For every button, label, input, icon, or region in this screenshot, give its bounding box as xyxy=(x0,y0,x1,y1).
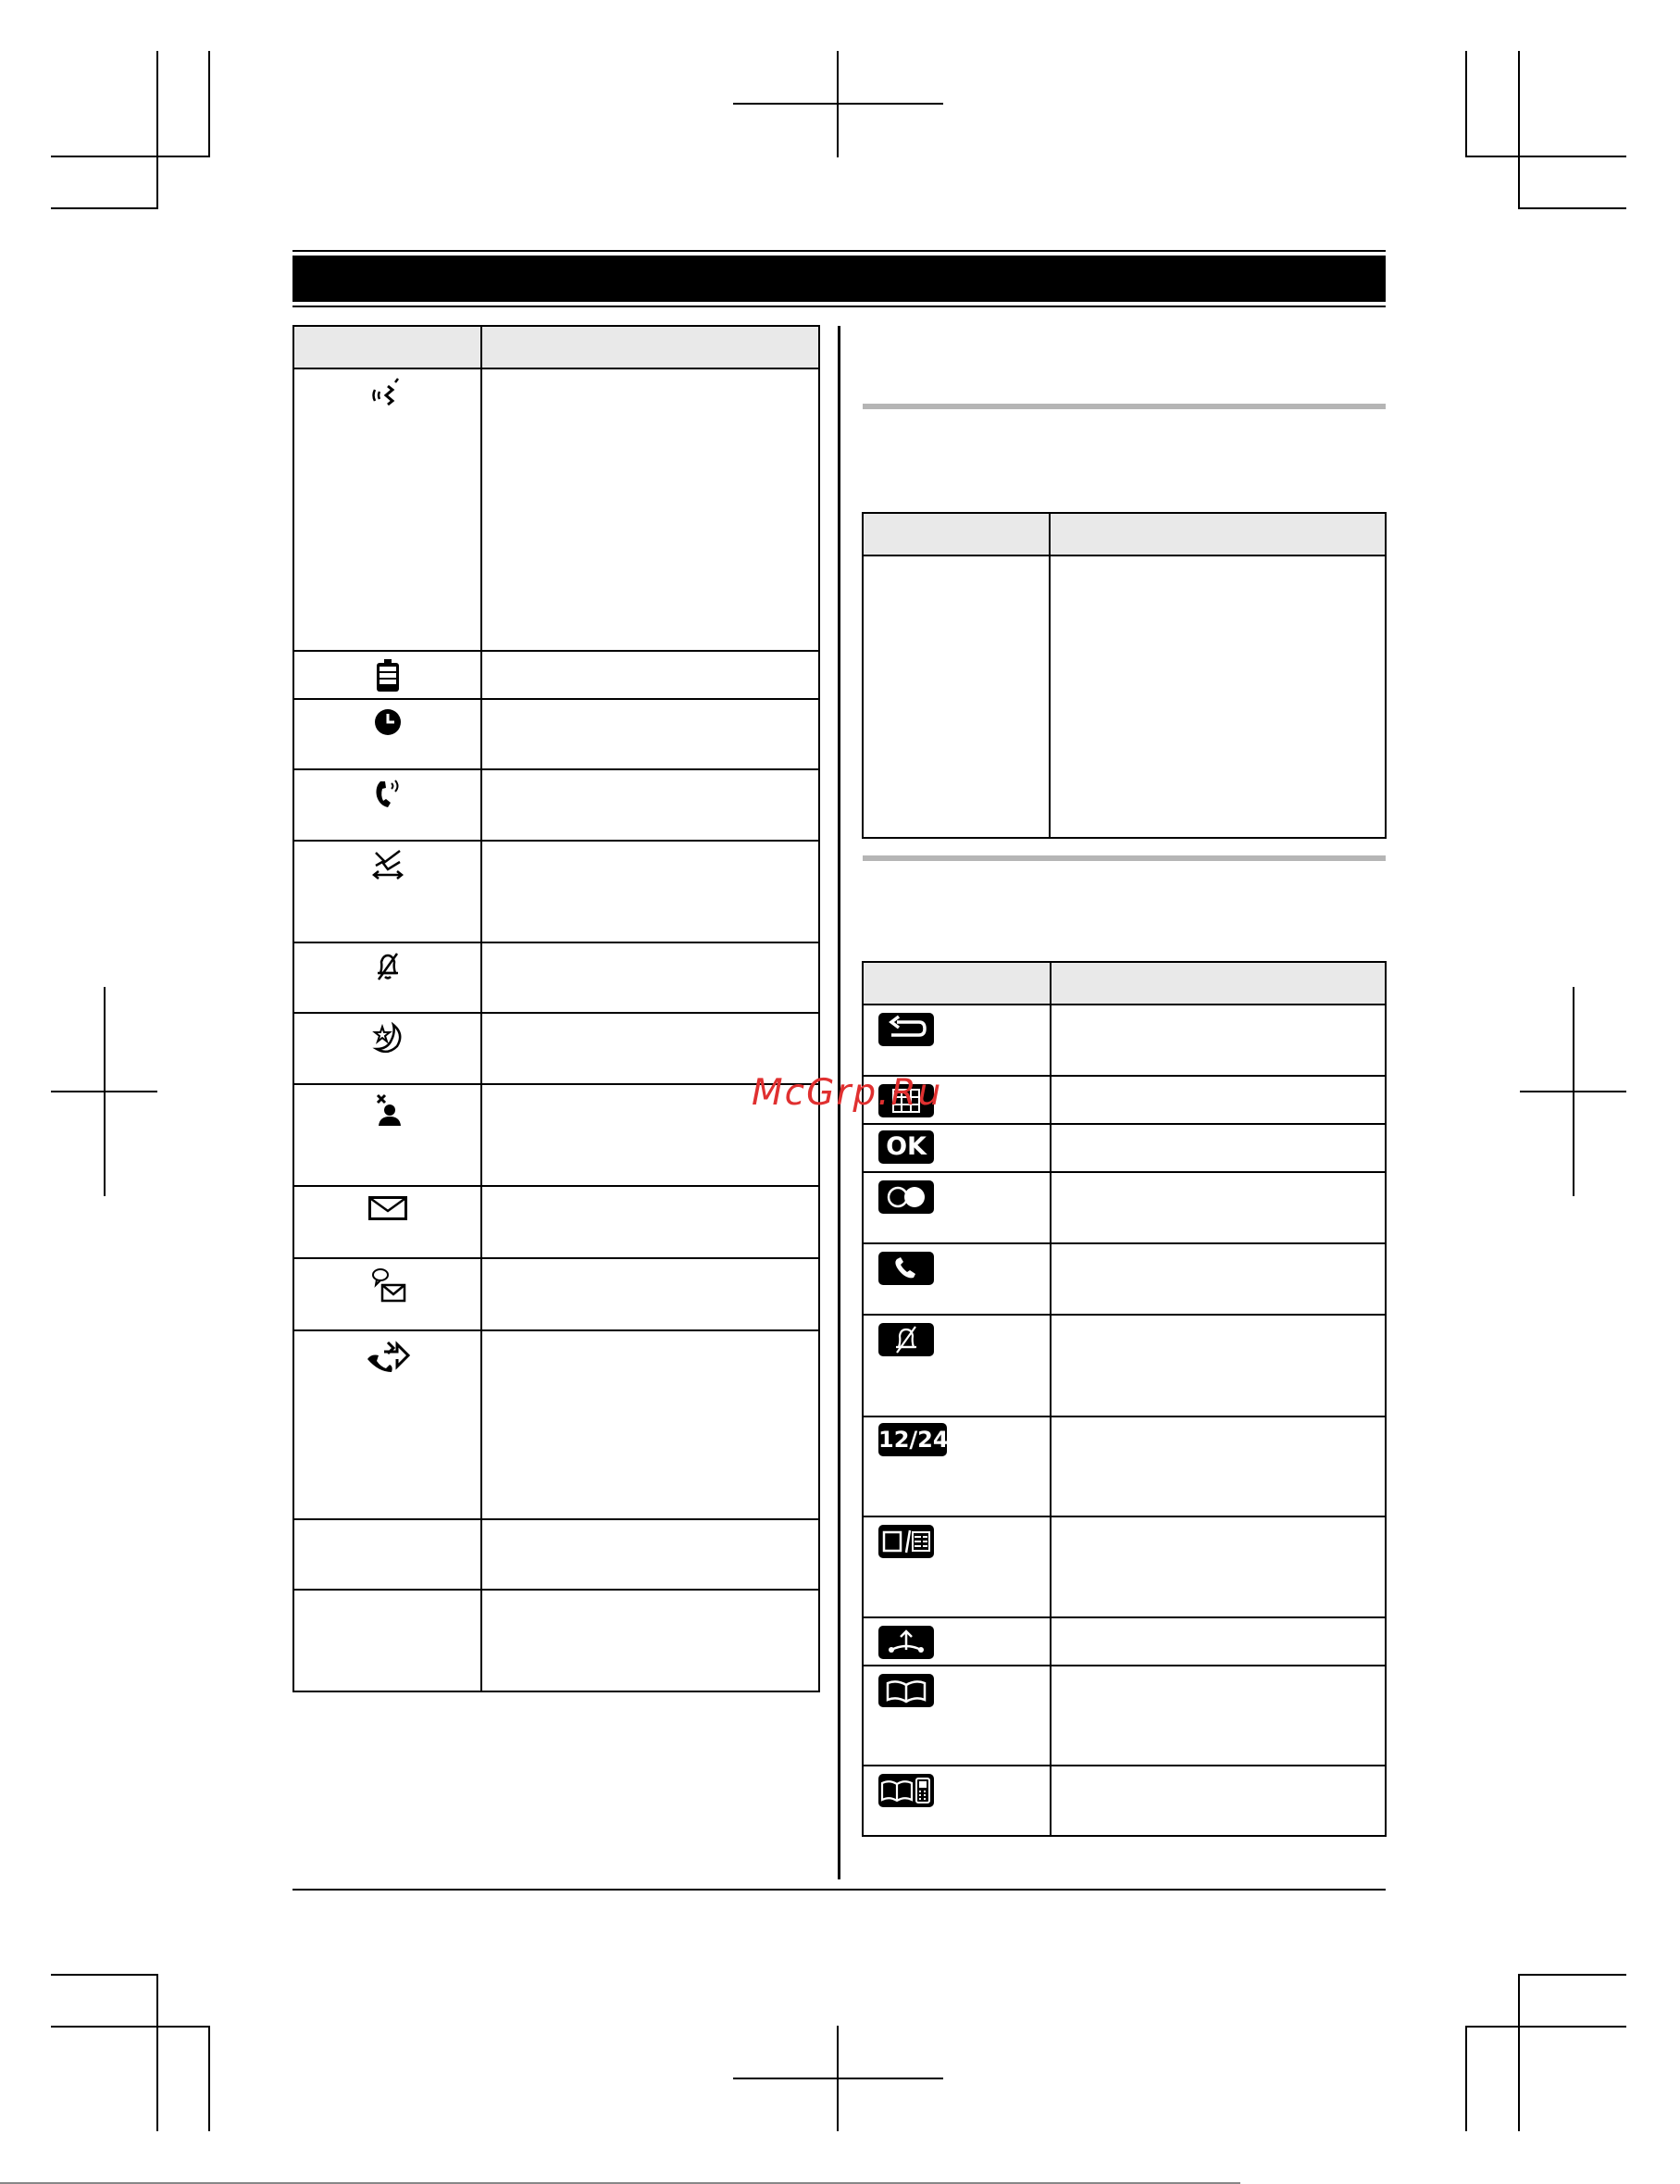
crop-mark xyxy=(1465,156,1626,157)
table-row xyxy=(293,1519,819,1590)
icon-cell xyxy=(863,1416,1051,1516)
toggle-key-icon xyxy=(878,1180,934,1214)
description-cell xyxy=(481,1186,819,1258)
icon-cell xyxy=(863,1617,1051,1666)
crop-mark xyxy=(51,2026,208,2028)
table-row xyxy=(863,1516,1386,1617)
back-key-icon xyxy=(878,1013,934,1046)
crop-mark xyxy=(1520,1091,1626,1092)
table-row xyxy=(293,699,819,769)
icon-cell xyxy=(863,1315,1051,1416)
description-cell xyxy=(1051,1005,1386,1076)
table-row xyxy=(863,555,1386,838)
description-cell xyxy=(481,1330,819,1519)
description-cell xyxy=(481,651,819,699)
description-cell xyxy=(481,841,819,942)
time-format-key-icon: 12/24 xyxy=(878,1423,947,1456)
table-row xyxy=(863,1172,1386,1243)
icon-cell xyxy=(293,769,481,841)
crop-mark xyxy=(1465,2026,1467,2131)
table-header-row xyxy=(863,962,1386,1005)
header-cell xyxy=(293,326,481,368)
description-cell xyxy=(481,1590,819,1691)
table-row xyxy=(863,1666,1386,1766)
crop-mark xyxy=(1465,51,1467,157)
crop-mark xyxy=(156,51,158,157)
clock-icon xyxy=(373,707,403,737)
description-cell xyxy=(481,942,819,1013)
watermark-text: McGrp.Ru xyxy=(752,1072,943,1114)
icon-cell xyxy=(293,699,481,769)
section-rule xyxy=(863,855,1386,861)
icon-cell xyxy=(863,1005,1051,1076)
icon-cell xyxy=(863,1666,1051,1766)
description-cell xyxy=(1051,1516,1386,1617)
description-cell xyxy=(1051,1315,1386,1416)
crop-mark xyxy=(51,1974,157,1976)
table-row xyxy=(293,1258,819,1330)
table-row xyxy=(293,769,819,841)
info-table xyxy=(862,512,1387,839)
call-key-icon xyxy=(878,1252,934,1285)
crop-mark xyxy=(208,51,210,157)
crop-mark xyxy=(51,1091,157,1092)
description-cell xyxy=(481,769,819,841)
crop-mark xyxy=(1465,2026,1626,2028)
table-row xyxy=(293,651,819,699)
icon-cell xyxy=(863,1516,1051,1617)
call-block-icon xyxy=(371,849,404,882)
table-row xyxy=(863,1766,1386,1836)
description-cell xyxy=(1050,555,1386,838)
header-cell xyxy=(863,513,1050,555)
crop-mark xyxy=(733,103,943,105)
table-header-row xyxy=(293,326,819,368)
crop-mark xyxy=(733,2078,943,2079)
voice-mail-icon xyxy=(369,1267,406,1304)
crop-mark xyxy=(1518,51,1520,157)
header-rule xyxy=(292,306,1386,307)
icon-cell xyxy=(293,1330,481,1519)
range-extender-icon xyxy=(369,377,406,414)
description-cell xyxy=(481,1258,819,1330)
crop-mark xyxy=(1518,1974,1626,1976)
envelope-icon xyxy=(367,1194,408,1222)
share-key-icon xyxy=(878,1626,934,1659)
icon-cell xyxy=(293,1258,481,1330)
night-mode-icon xyxy=(369,1021,406,1056)
description-cell xyxy=(1051,1416,1386,1516)
description-cell xyxy=(1051,1766,1386,1836)
crop-mark xyxy=(51,156,208,157)
icon-cell xyxy=(293,1084,481,1186)
table-row xyxy=(293,1590,819,1691)
table-row xyxy=(863,1315,1386,1416)
table-row xyxy=(293,1186,819,1258)
icon-cell xyxy=(863,1243,1051,1315)
table-row xyxy=(863,1617,1386,1666)
description-cell xyxy=(481,1519,819,1590)
icon-cell xyxy=(863,1172,1051,1243)
description-cell xyxy=(1051,1076,1386,1124)
description-cell xyxy=(1051,1124,1386,1172)
crop-mark xyxy=(156,1974,158,2131)
header-cell xyxy=(1051,962,1386,1005)
description-cell xyxy=(481,368,819,651)
table-row xyxy=(863,1005,1386,1076)
description-cell xyxy=(1051,1666,1386,1766)
crop-mark xyxy=(51,207,157,209)
description-cell xyxy=(1051,1243,1386,1315)
crop-mark xyxy=(1518,156,1520,209)
icon-cell xyxy=(863,1766,1051,1836)
ringer-off-key-icon xyxy=(878,1323,934,1356)
description-cell xyxy=(481,699,819,769)
battery-icon xyxy=(374,659,402,693)
icon-cell xyxy=(293,942,481,1013)
blocked-caller-icon xyxy=(372,1092,404,1128)
icon-cell xyxy=(293,1013,481,1084)
call-forward-icon xyxy=(364,1339,412,1374)
icon-cell xyxy=(863,1124,1051,1172)
crop-mark xyxy=(1518,207,1626,209)
section-rule xyxy=(863,404,1386,409)
icon-cell xyxy=(293,1186,481,1258)
description-cell xyxy=(1051,1172,1386,1243)
table-row xyxy=(293,368,819,651)
table-row xyxy=(863,1243,1386,1315)
table-row xyxy=(293,1013,819,1084)
crop-mark xyxy=(156,156,158,209)
icon-cell xyxy=(863,555,1050,838)
description-cell xyxy=(1051,1617,1386,1666)
table-row xyxy=(863,1416,1386,1516)
header-rule xyxy=(292,250,1386,252)
ok-key-icon: OK xyxy=(878,1130,934,1164)
footer-rule xyxy=(292,1889,1386,1891)
header-cell xyxy=(481,326,819,368)
icon-cell xyxy=(293,1590,481,1691)
phonebook-mobile-key-icon xyxy=(878,1774,934,1807)
icon-cell xyxy=(293,368,481,651)
table-header-row xyxy=(863,513,1386,555)
table-row xyxy=(293,841,819,942)
page-header-bar xyxy=(292,256,1386,302)
crop-mark xyxy=(1518,1974,1520,2131)
icon-cell xyxy=(293,841,481,942)
phonebook-key-icon xyxy=(878,1674,934,1707)
table-row xyxy=(293,1084,819,1186)
icon-cell xyxy=(293,651,481,699)
display-mode-key-icon xyxy=(878,1525,934,1558)
table-row xyxy=(293,1330,819,1519)
table-row xyxy=(863,1124,1386,1172)
ringer-off-icon xyxy=(372,951,404,982)
header-cell xyxy=(863,962,1051,1005)
display-icons-table xyxy=(292,325,820,1692)
icon-cell xyxy=(293,1519,481,1590)
crop-mark xyxy=(208,2026,210,2131)
ringing-phone-icon xyxy=(373,778,403,811)
header-cell xyxy=(1050,513,1386,555)
table-row xyxy=(293,942,819,1013)
